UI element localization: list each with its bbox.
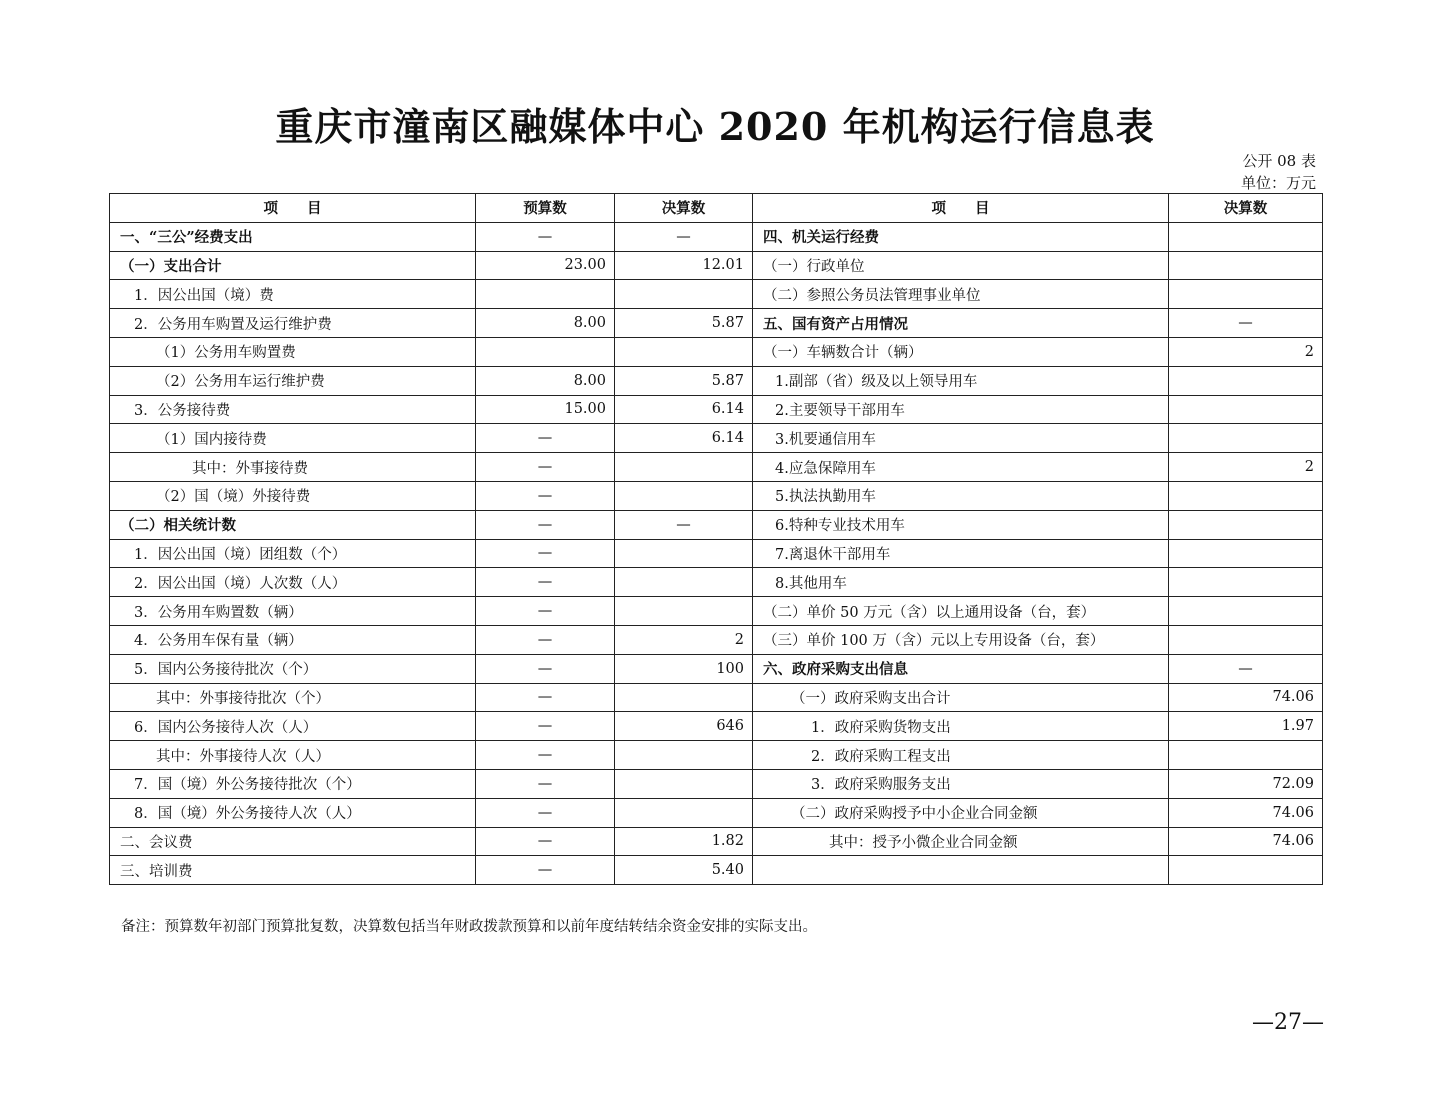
row-item-right: 其中：授予小微企业合同金额 (753, 827, 1169, 856)
row-final-left: 5.87 (615, 366, 753, 395)
row-final-right (1169, 597, 1323, 626)
row-item-left: （1）国内接待费 (110, 424, 476, 453)
row-item-left: 其中：外事接待费 (110, 453, 476, 482)
row-budget: — (476, 798, 615, 827)
table-header-row (110, 194, 1323, 223)
row-final-left (615, 597, 753, 626)
row-budget: 15.00 (476, 395, 615, 424)
row-budget: — (476, 625, 615, 654)
row-item-left: 其中：外事接待人次（人） (110, 741, 476, 770)
row-item-left: （1）公务用车购置费 (110, 337, 476, 366)
row-final-right (1169, 424, 1323, 453)
row-item-left: 7．国（境）外公务接待批次（个） (110, 769, 476, 798)
row-final-left (615, 741, 753, 770)
row-item-left: （二）相关统计数 (110, 510, 476, 539)
row-item-right: 六、政府采购支出信息 (753, 654, 1169, 683)
row-budget: — (476, 827, 615, 856)
row-item-right: 四、机关运行经费 (753, 222, 1169, 251)
row-final-right: 74.06 (1169, 683, 1323, 712)
unit-label: 单位：万元 (1240, 174, 1316, 192)
row-final-left (615, 769, 753, 798)
row-item-left: 2．因公出国（境）人次数（人） (110, 568, 476, 597)
row-budget: — (476, 453, 615, 482)
row-item-right: （一）行政单位 (753, 251, 1169, 280)
table-row (110, 337, 1323, 366)
row-item-right: 4.应急保障用车 (753, 453, 1169, 482)
page-title: 重庆市潼南区融媒体中心 2020 年机构运行信息表 (275, 104, 1155, 149)
row-budget: — (476, 712, 615, 741)
table-row (110, 395, 1323, 424)
table-row (110, 366, 1323, 395)
row-final-left (615, 798, 753, 827)
row-final-left: 100 (615, 654, 753, 683)
row-final-right: 74.06 (1169, 827, 1323, 856)
table-row (110, 568, 1323, 597)
table-row (110, 424, 1323, 453)
row-final-right (1169, 251, 1323, 280)
row-budget: — (476, 654, 615, 683)
row-item-right: 5.执法执勤用车 (753, 481, 1169, 510)
row-final-left: — (615, 510, 753, 539)
row-item-left: 其中：外事接待批次（个） (110, 683, 476, 712)
row-item-right: （二）单价 50 万元（含）以上通用设备（台，套） (753, 597, 1169, 626)
row-budget (476, 337, 615, 366)
row-final-right (1169, 510, 1323, 539)
row-final-right: 2 (1169, 453, 1323, 482)
table-row (110, 539, 1323, 568)
row-budget: — (476, 597, 615, 626)
page-number: —27— (1252, 1010, 1324, 1035)
row-item-left: （2）公务用车运行维护费 (110, 366, 476, 395)
row-item-left: 1．因公出国（境）团组数（个） (110, 539, 476, 568)
row-item-left: 4．公务用车保有量（辆） (110, 625, 476, 654)
table-row (110, 222, 1323, 251)
header-item-left: 项 目 (110, 194, 476, 223)
row-item-left: （一）支出合计 (110, 251, 476, 280)
row-item-left: 3．公务用车购置数（辆） (110, 597, 476, 626)
table-row (110, 481, 1323, 510)
row-budget: 23.00 (476, 251, 615, 280)
row-item-right: 7.离退休干部用车 (753, 539, 1169, 568)
header-item-right: 项 目 (753, 194, 1169, 223)
row-item-right: 2．政府采购工程支出 (753, 741, 1169, 770)
row-final-right (1169, 625, 1323, 654)
row-final-right (1169, 856, 1323, 885)
row-item-left: 1．因公出国（境）费 (110, 280, 476, 309)
header-final-right: 决算数 (1169, 194, 1323, 223)
row-budget: — (476, 741, 615, 770)
row-item-right: （二）政府采购授予中小企业合同金额 (753, 798, 1169, 827)
row-item-right: 3．政府采购服务支出 (753, 769, 1169, 798)
row-final-left (615, 481, 753, 510)
row-final-right: — (1169, 654, 1323, 683)
row-item-right: 1.副部（省）级及以上领导用车 (753, 366, 1169, 395)
header-final-left: 决算数 (615, 194, 753, 223)
row-final-left: 2 (615, 625, 753, 654)
row-final-right (1169, 366, 1323, 395)
row-final-right (1169, 280, 1323, 309)
table-row (110, 280, 1323, 309)
table-row (110, 625, 1323, 654)
row-final-right: 72.09 (1169, 769, 1323, 798)
row-budget: — (476, 510, 615, 539)
row-final-right: 2 (1169, 337, 1323, 366)
table-row (110, 856, 1323, 885)
table-row (110, 798, 1323, 827)
row-budget: — (476, 222, 615, 251)
row-item-right: 五、国有资产占用情况 (753, 309, 1169, 338)
row-final-left (615, 539, 753, 568)
row-final-left (615, 568, 753, 597)
info-table (109, 193, 1323, 885)
row-item-right: （三）单价 100 万（含）元以上专用设备（台，套） (753, 625, 1169, 654)
row-budget: — (476, 539, 615, 568)
row-item-left: 6．国内公务接待人次（人） (110, 712, 476, 741)
row-final-left: 1.82 (615, 827, 753, 856)
row-item-left: 三、培训费 (110, 856, 476, 885)
header-budget: 预算数 (476, 194, 615, 223)
table-row (110, 769, 1323, 798)
table-body (110, 222, 1323, 884)
row-item-right: 6.特种专业技术用车 (753, 510, 1169, 539)
row-budget: — (476, 481, 615, 510)
row-final-left: 5.40 (615, 856, 753, 885)
row-item-left: 二、会议费 (110, 827, 476, 856)
row-budget (476, 280, 615, 309)
row-final-right (1169, 222, 1323, 251)
row-final-right: 74.06 (1169, 798, 1323, 827)
row-item-left: （2）国（境）外接待费 (110, 481, 476, 510)
row-final-left (615, 337, 753, 366)
row-budget: — (476, 683, 615, 712)
row-item-right: 1．政府采购货物支出 (753, 712, 1169, 741)
row-item-left: 3．公务接待费 (110, 395, 476, 424)
row-final-left: 6.14 (615, 395, 753, 424)
table-row (110, 712, 1323, 741)
row-final-right (1169, 741, 1323, 770)
row-final-right: — (1169, 309, 1323, 338)
row-final-left (615, 280, 753, 309)
row-final-right (1169, 481, 1323, 510)
row-final-left: 6.14 (615, 424, 753, 453)
footnote: 备注：预算数年初部门预算批复数，决算数包括当年财政拨款预算和以前年度结转结余资金安排的实际支出。 (121, 919, 817, 935)
row-final-right (1169, 539, 1323, 568)
row-final-left: — (615, 222, 753, 251)
row-final-right (1169, 395, 1323, 424)
row-item-right: （二）参照公务员法管理事业单位 (753, 280, 1169, 309)
row-item-right: （一）车辆数合计（辆） (753, 337, 1169, 366)
row-final-left: 5.87 (615, 309, 753, 338)
row-item-right: 8.其他用车 (753, 568, 1169, 597)
table-row (110, 827, 1323, 856)
row-final-right (1169, 568, 1323, 597)
row-item-left: 8．国（境）外公务接待人次（人） (110, 798, 476, 827)
row-item-right: （一）政府采购支出合计 (753, 683, 1169, 712)
table-row (110, 309, 1323, 338)
row-final-right: 1.97 (1169, 712, 1323, 741)
table-row (110, 654, 1323, 683)
table-row (110, 597, 1323, 626)
row-budget: — (476, 856, 615, 885)
row-budget: — (476, 424, 615, 453)
row-final-left (615, 453, 753, 482)
table-row (110, 510, 1323, 539)
table-row (110, 251, 1323, 280)
row-budget: — (476, 769, 615, 798)
table-row (110, 741, 1323, 770)
row-final-left: 646 (615, 712, 753, 741)
row-item-left: 一、“三公”经费支出 (110, 222, 476, 251)
row-budget: — (476, 568, 615, 597)
row-item-left: 2．公务用车购置及运行维护费 (110, 309, 476, 338)
table-row (110, 453, 1323, 482)
row-final-left (615, 683, 753, 712)
row-budget: 8.00 (476, 309, 615, 338)
table-row (110, 683, 1323, 712)
row-item-right: 2.主要领导干部用车 (753, 395, 1169, 424)
row-item-right: 3.机要通信用车 (753, 424, 1169, 453)
row-budget: 8.00 (476, 366, 615, 395)
form-number: 公开 08 表 (1242, 152, 1316, 170)
row-final-left: 12.01 (615, 251, 753, 280)
row-item-right (753, 856, 1169, 885)
row-item-left: 5．国内公务接待批次（个） (110, 654, 476, 683)
